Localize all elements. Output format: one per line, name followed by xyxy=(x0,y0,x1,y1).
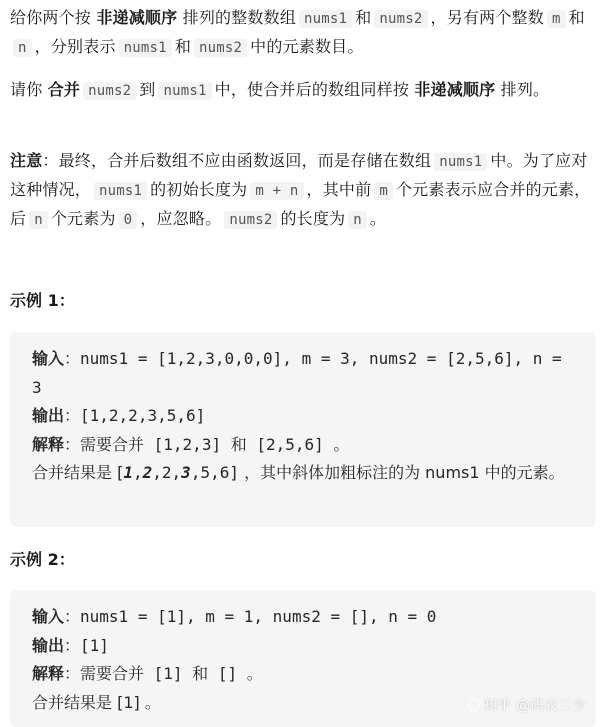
text-span: 中，使合并后的数组同样按 xyxy=(214,80,410,99)
inline-code: m + n xyxy=(250,182,303,200)
bold-term: 非递减顺序 xyxy=(96,8,178,27)
example-1-explanation xyxy=(32,431,574,460)
result-sep: , xyxy=(132,463,143,482)
text-span: 请你 xyxy=(10,80,43,99)
inline-code: n xyxy=(13,39,32,57)
explain-label: 解释 xyxy=(32,434,65,454)
merge-instruction xyxy=(10,76,592,105)
example-1-input xyxy=(32,345,574,402)
example-2-heading: 示例 2： xyxy=(10,550,75,569)
result-sep: ,2, xyxy=(152,463,182,482)
watermark-icon xyxy=(468,699,480,711)
bold-term: 非递减顺序 xyxy=(414,80,496,99)
text-span: 排列的整数数组 xyxy=(182,8,297,27)
text-span: ，另有两个整数 xyxy=(430,8,544,27)
inline-code: m xyxy=(547,10,566,28)
inline-code: m xyxy=(374,182,393,200)
note-paragraph xyxy=(10,147,592,234)
result-suffix: ，其中斜体加粗标注的为 nums1 中的元素。 xyxy=(238,463,565,482)
result-bold-item: 1 xyxy=(123,463,133,482)
result-prefix: 合并结果是 [ xyxy=(32,463,124,482)
input-value: ：nums1 = [1], m = 1, nums2 = [], n = 0 xyxy=(64,607,437,626)
inline-code: n xyxy=(348,211,367,229)
text-span: 排列。 xyxy=(500,80,550,99)
example-2-input xyxy=(32,603,574,632)
explain-value: ：需要合并 [1,2,3] 和 [2,5,6] 。 xyxy=(64,434,350,454)
inline-code: nums1 xyxy=(434,153,487,171)
explain-value: ：需要合并 [1] 和 [] 。 xyxy=(64,664,263,683)
result-bold-item: 2 xyxy=(142,463,153,482)
output-value: ：[1] xyxy=(64,635,109,655)
result-bold-item: 3 xyxy=(181,463,191,482)
result-sep: ,5,6] xyxy=(190,463,239,482)
zhihu-watermark xyxy=(468,695,586,715)
text-span: ，应忽略。 xyxy=(140,209,222,228)
inline-code: nums1 xyxy=(158,82,211,100)
output-value: ：[1,2,2,3,5,6] xyxy=(64,406,206,425)
inline-code: nums2 xyxy=(83,82,136,100)
inline-code: nums1 xyxy=(299,10,352,28)
text-span: 中。为了应对这种情况， xyxy=(10,151,588,199)
example-1-heading: 示例 1： xyxy=(10,291,75,310)
watermark-text: 知乎 @码农三少 xyxy=(483,698,586,714)
inline-code: nums1 xyxy=(119,39,172,57)
example-2-output xyxy=(32,632,574,661)
text-span: 中的元素数目。 xyxy=(250,37,364,56)
output-label: 输出 xyxy=(32,406,65,425)
example-1-result xyxy=(32,459,574,488)
text-span: 。 xyxy=(369,209,387,228)
text-span: ，分别表示 xyxy=(34,37,116,56)
text-span: 个元素为 xyxy=(50,209,116,228)
inline-code: 0 xyxy=(119,211,138,229)
text-span: ，其中前 xyxy=(306,180,372,199)
bold-term: 合并 xyxy=(47,80,81,99)
text-span: 和 xyxy=(568,8,585,27)
note-label: 注意 xyxy=(10,151,43,170)
text-span: 的长度为 xyxy=(280,209,346,228)
text-span: 给你两个按 xyxy=(10,8,92,27)
text-span: 到 xyxy=(139,80,156,99)
text-span: 个元素表示应合并的元素，后 xyxy=(10,180,591,228)
inline-code: nums2 xyxy=(374,10,427,28)
explain-label: 解释 xyxy=(32,664,65,683)
example-1-block xyxy=(10,332,596,527)
text-span: 和 xyxy=(355,8,372,27)
input-label: 输入 xyxy=(32,349,65,368)
input-label: 输入 xyxy=(32,607,65,626)
result-text: 合并结果是 [1] 。 xyxy=(32,692,161,712)
inline-code: nums1 xyxy=(94,182,147,200)
output-label: 输出 xyxy=(32,635,65,655)
problem-description xyxy=(10,4,592,62)
inline-code: nums2 xyxy=(224,211,277,229)
text-span: 的初始长度为 xyxy=(150,180,248,199)
example-2-explanation xyxy=(32,660,574,689)
input-value: ：nums1 = [1,2,3,0,0,0], m = 3, nums2 = [2,5,6], n = 3 xyxy=(32,349,572,397)
text-span: ：最终，合并后数组不应由函数返回，而是存储在数组 xyxy=(42,151,432,170)
inline-code: nums2 xyxy=(194,39,247,57)
text-span: 和 xyxy=(174,37,192,56)
inline-code: n xyxy=(29,211,48,229)
example-1-output xyxy=(32,402,574,431)
